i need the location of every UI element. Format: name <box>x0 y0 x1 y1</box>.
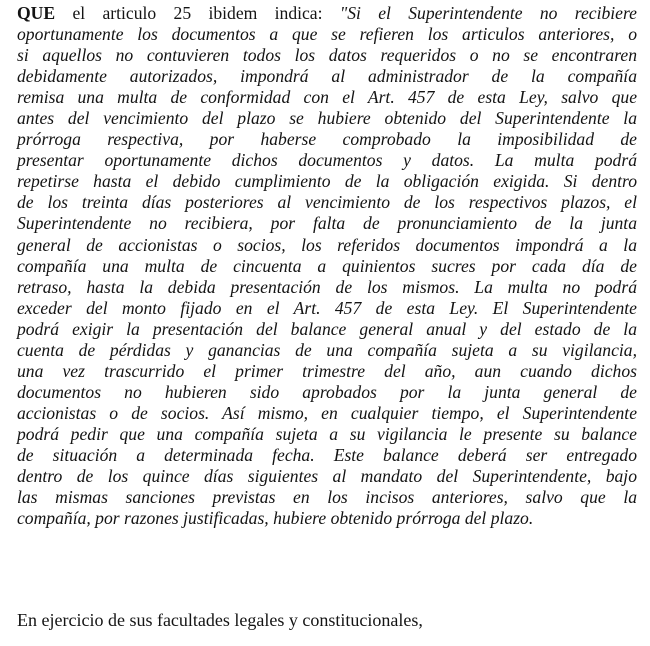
paragraph-line: las mismas sanciones previstas en los incisos anteriores, salvo que la <box>17 487 637 508</box>
paragraph-line: exceder del monto fijado en el Art. 457 de esta Ley. El Superintendente <box>17 297 637 318</box>
paragraph-last-line: compañía, por razones justificadas, hubiere obtenido prórroga del plazo. <box>17 508 534 529</box>
document-page <box>17 3 637 529</box>
paragraph-line: podrá pedir que una compañía sujeta a su vigilancia le presente su balance <box>17 423 637 444</box>
intro-keyword: QUE <box>17 3 56 23</box>
quote-first-part: "Si el Superintendente no recibiere <box>339 3 637 23</box>
paragraph-line: retraso, hasta la debida presentación de los mismos. La multa no podrá <box>17 276 637 297</box>
paragraph-line: podrá exigir la presentación del balance general anual y del estado de la <box>17 318 637 339</box>
paragraph-line: remisa una multa de conformidad con el Art. 457 de esta Ley, salvo que <box>17 87 637 108</box>
paragraph-line: documentos no hubieren sido aprobados por la junta general de <box>17 381 637 402</box>
paragraph-line: oportunamente los documentos a que se refieren los articulos anteriores, o <box>17 24 637 45</box>
paragraph-line: compañía una multa de cincuenta a quinientos sucres por cada día de <box>17 255 637 276</box>
paragraph-line: presentar oportunamente dichos documentos y datos. La multa podrá <box>17 150 637 171</box>
quote-paragraph <box>17 3 637 529</box>
paragraph-line: general de accionistas o socios, los referidos documentos impondrá a la <box>17 234 637 255</box>
paragraph-line: de los treinta días posteriores al vencimiento de los respectivos plazos, el <box>17 192 637 213</box>
paragraph-line: una vez trascurrido el primer trimestre del año, aun cuando dichos <box>17 360 637 381</box>
paragraph-line: debidamente autorizados, impondrá al administrador de la compañía <box>17 66 637 87</box>
paragraph-line: Superintendente no recibiera, por falta de pronunciamiento de la junta <box>17 213 637 234</box>
paragraph-line: de situación a determinada fecha. Este balance deberá ser entregado <box>17 444 637 465</box>
intro-lead <box>17 3 340 23</box>
paragraph-line <box>17 3 637 24</box>
paragraph-line: prórroga respectiva, por haberse comprobado la imposibilidad de <box>17 129 637 150</box>
paragraph-line: repetirse hasta el debido cumplimiento de la obligación exigida. Si dentro <box>17 171 637 192</box>
paragraph-line: antes del vencimiento del plazo se hubiere obtenido del Superintendente la <box>17 108 637 129</box>
paragraph-line: dentro de los quince días siguientes al mandato del Superintendente, bajo <box>17 466 637 487</box>
paragraph-line: accionistas o de socios. Así mismo, en cualquier tiempo, el Superintendente <box>17 402 637 423</box>
intro-text: el articulo 25 ibidem indica: <box>55 3 340 23</box>
closing-statement: En ejercicio de sus facultades legales y constitucionales, <box>17 610 423 630</box>
paragraph-line: si aquellos no contuvieren todos los datos requeridos o no se encontraren <box>17 45 637 66</box>
paragraph-line: cuenta de pérdidas y ganancias de una compañía sujeta a su vigilancia, <box>17 339 637 360</box>
